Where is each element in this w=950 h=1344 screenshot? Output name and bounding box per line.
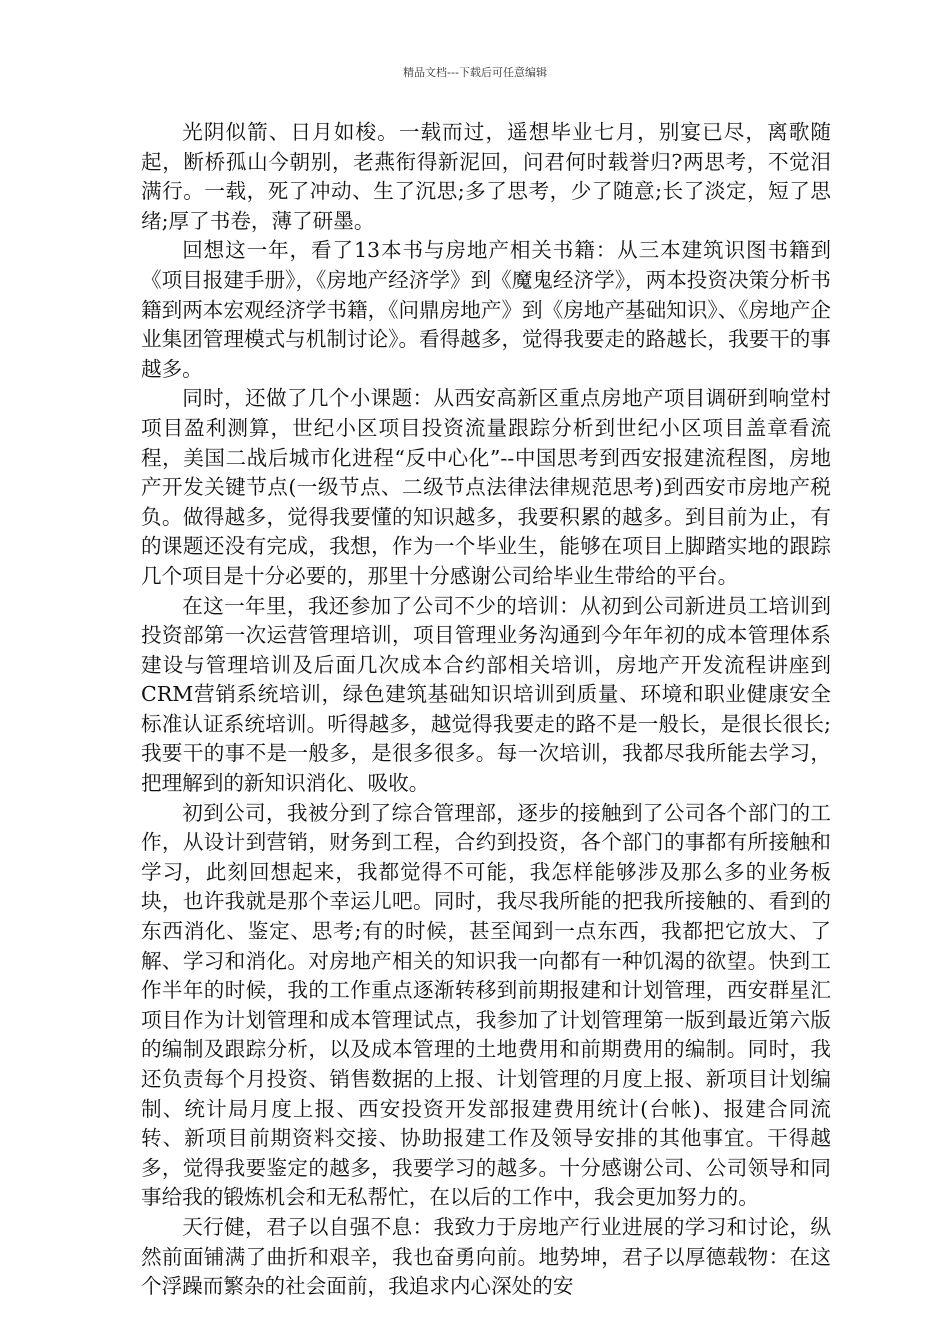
paragraph: 天行健，君子以自强不息：我致力于房地产行业进展的学习和讨论，纵然前面铺满了曲折和艰辛，我也奋勇向前。地势坤，君子以厚德载物：在这个浮躁而繁杂的社会面前，我追求内心深处的安 bbox=[141, 1214, 831, 1299]
paragraph: 同时，还做了几个小课题：从西安高新区重点房地产项目调研到响堂村项目盈利测算，世纪小区项目投资流量跟踪分析到世纪小区项目盖章看流程，美国二战后城市化进程“反中心化”--中国思考到西安报建流程图，房地产开发关键节点(一级节点、二级节点法律法律规范思考)到西安市房地产税负。做得越多，觉得我要懂的知识越多，我要积累的越多。到目前为止，有的课题还没有完成，我想，作为一个毕业生，能够在项目上脚踏实地的跟踪几个项目是十分必要的，那里十分感谢公司给毕业生带给的平台。 bbox=[141, 386, 831, 588]
paragraph: 回想这一年，看了13本书与房地产相关书籍：从三本建筑识图书籍到《项目报建手册》，《房地产经济学》到《魔鬼经济学》，两本投资决策分析书籍到两本宏观经济学书籍，《问鼎房地产》到《房地产基础知识》、《房地产企业集团管理模式与机制讨论》。看得越多，觉得我要走的路越长，我要干的事越多。 bbox=[141, 238, 831, 381]
page-header: 精品文档---下载后可任意编辑 bbox=[403, 66, 547, 79]
paragraph: 光阴似箭、日月如梭。一载而过，遥想毕业七月，别宴已尽，离歌随起，断桥孤山今朝别，老燕衔得新泥回，问君何时载誉归?两思考，不觉泪满行。一载，死了冲动、生了沉思;多了思考，少了随意;长了淡定，短了思绪;厚了书卷，薄了研墨。 bbox=[141, 120, 831, 233]
document-body bbox=[141, 118, 831, 1302]
paragraph: 在这一年里，我还参加了公司不少的培训：从初到公司新进员工培训到投资部第一次运营管理培训，项目管理业务沟通到今年年初的成本管理体系建设与管理培训及后面几次成本合约部相关培训，房地产开发流程讲座到CRM营销系统培训，绿色建筑基础知识培训到质量、环境和职业健康安全标准认证系统培训。听得越多，越觉得我要走的路不是一般长，是很长很长;我要干的事不是一般多，是很多很多。每一次培训，我都尽我所能去学习，把理解到的新知识消化、吸收。 bbox=[141, 593, 831, 796]
paragraph: 初到公司，我被分到了综合管理部，逐步的接触到了公司各个部门的工作，从设计到营销，财务到工程，合约到投资，各个部门的事都有所接触和学习，此刻回想起来，我都觉得不可能，我怎样能够涉及那么多的业务板块，也许我就是那个幸运儿吧。同时，我尽我所能的把我所接触的、看到的东西消化、鉴定、思考;有的时候，甚至闻到一点东西，我都把它放大、了解、学习和消化。对房地产相关的知识我一向都有一种饥渴的欲望。快到工作半年的时候，我的工作重点逐渐转移到前期报建和计划管理，西安群星汇项目作为计划管理和成本管理试点，我参加了计划管理第一版到最近第六版的编制及跟踪分析，以及成本管理的土地费用和前期费用的编制。同时，我还负责每个月投资、销售数据的上报、计划管理的月度上报、新项目计划编制、统计局月度上报、西安投资开发部报建费用统计(台帐)、报建合同流转、新项目前期资料交接、协助报建工作及领导安排的其他事宜。干得越多，觉得我要鉴定的越多，我要学习的越多。十分感谢公司、公司领导和同事给我的锻炼机会和无私帮忙，在以后的工作中，我会更加努力的。 bbox=[141, 800, 831, 1210]
